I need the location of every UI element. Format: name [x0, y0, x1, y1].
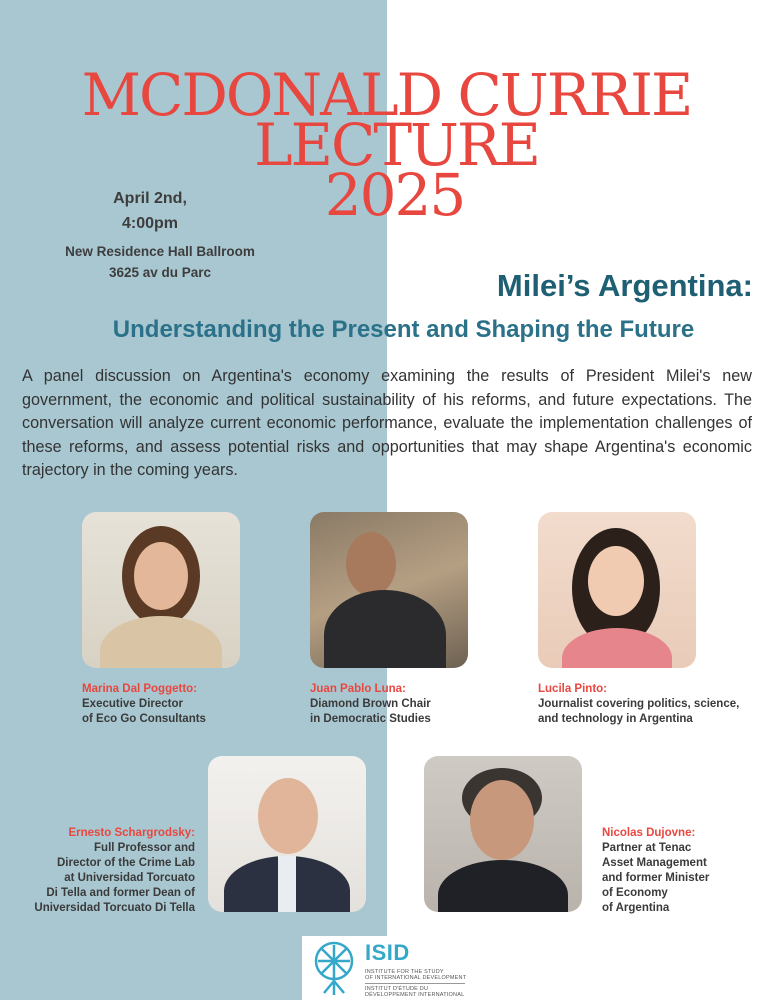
headline: Milei’s Argentina:: [496, 268, 753, 303]
panelist-role-2-line-1: Diamond Brown Chair: [310, 698, 431, 710]
logo-french-line-2: DÉVELOPPEMENT INTERNATIONAL: [365, 992, 465, 998]
logo-acronym: ISID: [365, 940, 410, 965]
panelist-role-4-line-4: Di Tella and former Dean of: [46, 887, 195, 899]
panelist-photo-1: [82, 512, 240, 668]
panelist-role-4-line-1: Full Professor and: [94, 842, 195, 854]
panelist-name-3: Lucila Pinto:: [538, 683, 607, 695]
panelist-photo-5: [424, 756, 582, 912]
panelist-caption-4: [8, 826, 195, 916]
panelist-role-5-line-5: of Argentina: [602, 902, 670, 914]
tree-icon: [306, 939, 362, 997]
panelist-role-5-line-1: Partner at Tenac: [602, 842, 692, 854]
venue-address: 3625 av du Parc: [108, 265, 212, 280]
panelist-caption-5: [602, 826, 709, 916]
event-description: A panel discussion on Argentina's economy examining the results of President Milei's new government, the economic and political sustainability of his reforms, and future expectations. The conversation will analyze current economic performance, evaluate the implementation challenges of these reforms, and assess potential risks and opportunities that may shape Argentina's economic trajectory in the coming years.: [22, 367, 752, 479]
logo-french-line-1: INSTITUT D'ÉTUDE DU: [365, 986, 429, 992]
panelist-role-5-line-4: of Economy: [602, 887, 668, 899]
panelist-role-4-line-2: Director of the Crime Lab: [56, 857, 195, 869]
venue-name: New Residence Hall Ballroom: [65, 244, 255, 259]
event-date: April 2nd,: [113, 190, 187, 207]
subtitle: Understanding the Present and Shaping the Future: [112, 316, 695, 343]
panelist-role-2-line-2: in Democratic Studies: [310, 713, 431, 725]
panelist-caption-3: [538, 682, 739, 727]
title-line-1: MCDONALD CURRIE: [81, 61, 692, 129]
panelist-photo-2: [310, 512, 468, 668]
isid-logo: [302, 936, 472, 1000]
panelist-role-4-line-5: Universidad Torcuato Di Tella: [34, 902, 195, 914]
panelist-role-3-line-2: and technology in Argentina: [538, 713, 693, 725]
panelist-role-3-line-1: Journalist covering politics, science,: [538, 698, 740, 710]
panelist-caption-1: [82, 682, 206, 727]
title-line-3: 2025: [324, 161, 465, 229]
event-time: 4:00pm: [121, 215, 179, 232]
panelist-role-5-line-2: Asset Management: [602, 857, 707, 869]
panelist-photo-3: [538, 512, 696, 668]
panelist-name-2: Juan Pablo Luna:: [310, 683, 406, 695]
panelist-name-5: Nicolas Dujovne:: [602, 827, 696, 839]
panelist-name-1: Marina Dal Poggetto:: [82, 683, 198, 695]
panelist-photo-4: [208, 756, 366, 912]
logo-english-line-1: INSTITUTE FOR THE STUDY: [365, 969, 444, 975]
title-line-2: LECTURE: [254, 111, 539, 179]
panelist-role-5-line-3: and former Minister: [602, 872, 710, 884]
panelist-name-4: Ernesto Schargrodsky:: [68, 827, 195, 839]
panelist-role-1-line-1: Executive Director: [82, 698, 183, 710]
panelist-role-1-line-2: of Eco Go Consultants: [82, 713, 206, 725]
logo-english-line-2: OF INTERNATIONAL DEVELOPMENT: [365, 975, 467, 981]
logo-divider: [365, 983, 465, 984]
event-venue: [35, 241, 285, 283]
panelist-caption-2: [310, 682, 431, 727]
event-datetime: [90, 186, 210, 236]
panelist-role-4-line-3: at Universidad Torcuato: [64, 872, 195, 884]
